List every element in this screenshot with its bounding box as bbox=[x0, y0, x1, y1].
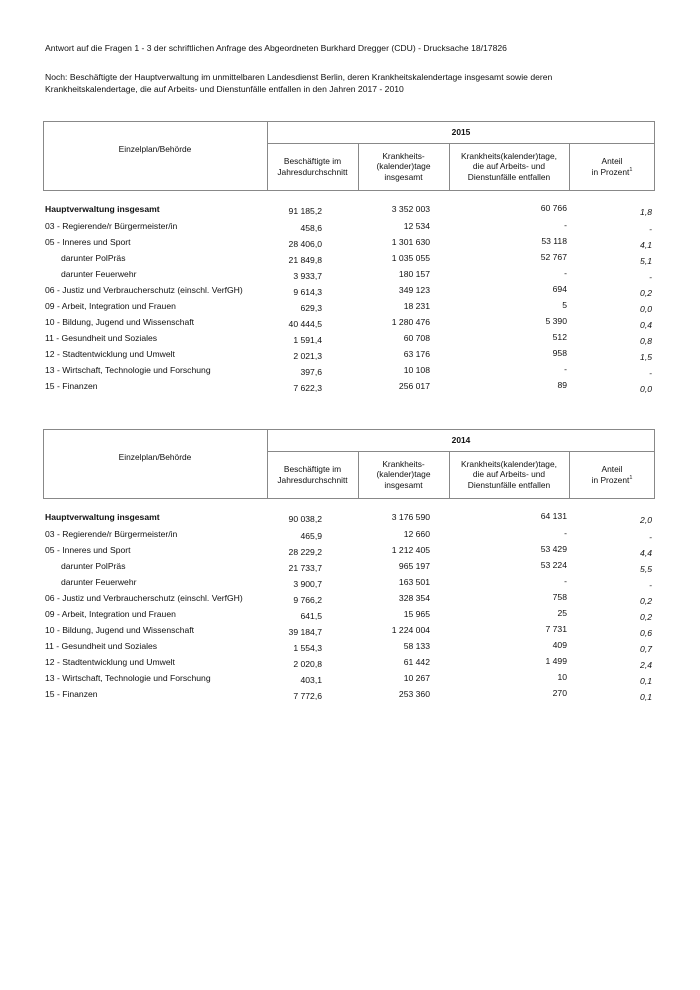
sick-days-value: 10 267 bbox=[403, 673, 430, 683]
share-percent-value: - bbox=[649, 580, 652, 590]
column-header-accident-days-line: die auf Arbeits- und bbox=[472, 161, 546, 172]
column-header-accident-days bbox=[449, 451, 569, 498]
share-percent-value: 0,0 bbox=[640, 384, 652, 394]
column-header-share-percent bbox=[569, 143, 655, 190]
column-header-accident-days-text bbox=[461, 459, 557, 491]
employees-value: 9 766,2 bbox=[293, 595, 322, 605]
employees-value: 21 733,7 bbox=[288, 563, 322, 573]
table-header bbox=[43, 121, 655, 191]
employees-value: 3 900,7 bbox=[293, 579, 322, 589]
share-percent-value: 2,4 bbox=[640, 660, 652, 670]
employees-value: 397,6 bbox=[300, 367, 322, 377]
document-title: Antwort auf die Fragen 1 - 3 der schriftlichen Anfrage des Abgeordneten Burkhard Dregger (CDU) - Drucksache 18/17826 bbox=[45, 43, 507, 53]
accident-days-value: - bbox=[564, 528, 567, 538]
accident-days-value: 25 bbox=[557, 608, 567, 618]
share-percent-value: - bbox=[649, 272, 652, 282]
share-percent-value: 2,0 bbox=[640, 515, 652, 525]
accident-days-value: 52 767 bbox=[540, 252, 567, 262]
table-row bbox=[43, 299, 655, 315]
year-header: 2015 bbox=[451, 126, 471, 137]
table-row bbox=[43, 202, 655, 218]
column-header-share-percent bbox=[569, 451, 655, 498]
table-row bbox=[43, 543, 655, 559]
accident-days-value: - bbox=[564, 220, 567, 230]
share-percent-value: 1,8 bbox=[640, 207, 652, 217]
sick-days-value: 253 360 bbox=[398, 689, 430, 699]
employees-value: 91 185,2 bbox=[288, 206, 322, 216]
column-header-share-percent-line: in Prozent bbox=[591, 474, 630, 485]
accident-days-value: 1 499 bbox=[545, 656, 567, 666]
column-header-employees bbox=[267, 143, 358, 190]
employees-value: 28 229,2 bbox=[288, 547, 322, 557]
sick-days-value: 1 224 004 bbox=[391, 625, 430, 635]
row-header-label: Einzelplan/Behörde bbox=[118, 143, 192, 154]
employees-value: 7 772,6 bbox=[293, 691, 322, 701]
sick-days-value: 18 231 bbox=[403, 301, 430, 311]
accident-days-value: - bbox=[564, 364, 567, 374]
row-label: darunter PolPräs bbox=[61, 253, 126, 263]
employees-value: 403,1 bbox=[300, 675, 322, 685]
table-row bbox=[43, 559, 655, 575]
employees-value: 458,6 bbox=[300, 223, 322, 233]
column-header-accident-days-line: die auf Arbeits- und bbox=[472, 469, 546, 480]
table-row bbox=[43, 591, 655, 607]
row-label: 05 - Inneres und Sport bbox=[45, 237, 131, 247]
row-label: 06 - Justiz und Verbraucherschutz (einschl. VerfGH) bbox=[45, 285, 243, 295]
row-label: 12 - Stadtentwicklung und Umwelt bbox=[45, 657, 175, 667]
table-2015 bbox=[43, 121, 655, 394]
share-percent-value: 0,4 bbox=[640, 320, 652, 330]
employees-value: 2 021,3 bbox=[293, 351, 322, 361]
table-row bbox=[43, 639, 655, 655]
accident-days-value: 512 bbox=[552, 332, 567, 342]
accident-days-value: 89 bbox=[557, 380, 567, 390]
row-label: 03 - Regierende/r Bürgermeister/in bbox=[45, 221, 178, 231]
column-header-sick-days-line: (kalender)tage bbox=[376, 161, 431, 172]
column-header-accident-days-line: Dienstunfälle entfallen bbox=[467, 171, 551, 182]
share-percent-value: 5,1 bbox=[640, 256, 652, 266]
share-percent-value: 5,5 bbox=[640, 564, 652, 574]
column-header-sick-days-line: insgesamt bbox=[384, 479, 423, 490]
row-label: 11 - Gesundheit und Soziales bbox=[45, 333, 158, 343]
share-percent-value: - bbox=[649, 224, 652, 234]
accident-days-value: 60 766 bbox=[540, 203, 567, 213]
employees-value: 9 614,3 bbox=[293, 287, 322, 297]
sick-days-value: 3 176 590 bbox=[391, 512, 430, 522]
sick-days-value: 328 354 bbox=[398, 593, 430, 603]
share-percent-value: 0,2 bbox=[640, 612, 652, 622]
column-header-share-percent-text bbox=[592, 156, 633, 177]
employees-value: 1 591,4 bbox=[293, 335, 322, 345]
share-percent-value: 0,1 bbox=[640, 692, 652, 702]
column-header-accident-days bbox=[449, 143, 569, 190]
sick-days-value: 12 534 bbox=[403, 221, 430, 231]
row-label: 03 - Regierende/r Bürgermeister/in bbox=[45, 529, 178, 539]
table-row bbox=[43, 251, 655, 267]
employees-value: 90 038,2 bbox=[288, 514, 322, 524]
accident-days-value: 7 731 bbox=[545, 624, 567, 634]
sick-days-value: 256 017 bbox=[398, 381, 430, 391]
column-header-sick-days bbox=[358, 143, 449, 190]
table-row bbox=[43, 379, 655, 395]
column-header-sick-days-text bbox=[376, 151, 430, 183]
row-label: 10 - Bildung, Jugend und Wissenschaft bbox=[45, 625, 195, 635]
share-percent-value: 0,6 bbox=[640, 628, 652, 638]
sick-days-value: 10 108 bbox=[403, 365, 430, 375]
footnote-marker: 1 bbox=[629, 166, 633, 173]
year-header: 2014 bbox=[451, 434, 471, 445]
column-header-sick-days-line: (kalender)tage bbox=[376, 469, 431, 480]
sick-days-value: 58 133 bbox=[403, 641, 430, 651]
table-row bbox=[43, 267, 655, 283]
share-percent-value: 4,1 bbox=[640, 240, 652, 250]
table-body bbox=[43, 191, 655, 394]
sick-days-value: 61 442 bbox=[403, 657, 430, 667]
table-row bbox=[43, 607, 655, 623]
employees-value: 21 849,8 bbox=[288, 255, 322, 265]
column-header-employees-line: Beschäftigte im bbox=[283, 464, 342, 474]
row-label: Hauptverwaltung insgesamt bbox=[45, 204, 160, 214]
column-header-accident-days-text bbox=[461, 151, 557, 183]
share-percent-value: 4,4 bbox=[640, 548, 652, 558]
accident-days-value: 10 bbox=[557, 672, 567, 682]
table-2014 bbox=[43, 429, 655, 702]
table-body bbox=[43, 499, 655, 702]
column-header-sick-days bbox=[358, 451, 449, 498]
row-label: Hauptverwaltung insgesamt bbox=[45, 512, 160, 522]
employees-value: 7 622,3 bbox=[293, 383, 322, 393]
column-header-employees-line: Jahresdurchschnitt bbox=[277, 474, 348, 485]
table-row bbox=[43, 219, 655, 235]
table-caption-line-1: Noch: Beschäftigte der Hauptverwaltung im unmittelbaren Landesdienst Berlin, deren Krankheitskalendertage insgesamt sowie deren bbox=[45, 72, 553, 82]
accident-days-value: 694 bbox=[552, 284, 567, 294]
column-header-share-percent-line: Anteil bbox=[601, 156, 623, 166]
table-row bbox=[43, 671, 655, 687]
row-label: 11 - Gesundheit und Soziales bbox=[45, 641, 158, 651]
column-header-employees-text bbox=[277, 464, 347, 485]
row-label: darunter Feuerwehr bbox=[61, 577, 137, 587]
share-percent-value: 0,7 bbox=[640, 644, 652, 654]
accident-days-value: 758 bbox=[552, 592, 567, 602]
sick-days-value: 12 660 bbox=[403, 529, 430, 539]
column-header-accident-days-line: Dienstunfälle entfallen bbox=[467, 479, 551, 490]
sick-days-value: 63 176 bbox=[403, 349, 430, 359]
table-row bbox=[43, 687, 655, 703]
share-percent-value: - bbox=[649, 368, 652, 378]
share-percent-value: - bbox=[649, 532, 652, 542]
table-row bbox=[43, 347, 655, 363]
employees-value: 40 444,5 bbox=[288, 319, 322, 329]
table-row bbox=[43, 527, 655, 543]
share-percent-value: 0,0 bbox=[640, 304, 652, 314]
column-header-employees-line: Jahresdurchschnitt bbox=[277, 166, 348, 177]
row-label: 12 - Stadtentwicklung und Umwelt bbox=[45, 349, 175, 359]
employees-value: 2 020,8 bbox=[293, 659, 322, 669]
sick-days-value: 180 157 bbox=[398, 269, 430, 279]
column-header-share-percent-line: Anteil bbox=[601, 464, 623, 474]
employees-value: 641,5 bbox=[300, 611, 322, 621]
sick-days-value: 60 708 bbox=[403, 333, 430, 343]
employees-value: 465,9 bbox=[300, 531, 322, 541]
row-label: darunter PolPräs bbox=[61, 561, 126, 571]
table-row bbox=[43, 315, 655, 331]
employees-value: 629,3 bbox=[300, 303, 322, 313]
column-header-employees-text bbox=[277, 156, 347, 177]
row-label: 10 - Bildung, Jugend und Wissenschaft bbox=[45, 317, 195, 327]
column-header-share-percent-text bbox=[592, 464, 633, 485]
accident-days-value: - bbox=[564, 268, 567, 278]
accident-days-value: 270 bbox=[552, 688, 567, 698]
sick-days-value: 1 280 476 bbox=[391, 317, 430, 327]
table-row bbox=[43, 363, 655, 379]
share-percent-value: 0,8 bbox=[640, 336, 652, 346]
table-header bbox=[43, 429, 655, 499]
accident-days-value: 5 bbox=[562, 300, 567, 310]
sick-days-value: 163 501 bbox=[398, 577, 430, 587]
employees-value: 1 554,3 bbox=[293, 643, 322, 653]
column-header-sick-days-line: Krankheits- bbox=[382, 458, 425, 469]
accident-days-value: - bbox=[564, 576, 567, 586]
sick-days-value: 1 301 630 bbox=[391, 237, 430, 247]
share-percent-value: 0,2 bbox=[640, 288, 652, 298]
share-percent-value: 1,5 bbox=[640, 352, 652, 362]
employees-value: 3 933,7 bbox=[293, 271, 322, 281]
table-row bbox=[43, 623, 655, 639]
column-header-sick-days-line: Krankheits- bbox=[382, 150, 425, 161]
row-label: 13 - Wirtschaft, Technologie und Forschung bbox=[45, 365, 211, 375]
row-label: 13 - Wirtschaft, Technologie und Forschung bbox=[45, 673, 211, 683]
table-row bbox=[43, 655, 655, 671]
accident-days-value: 958 bbox=[552, 348, 567, 358]
footnote-marker: 1 bbox=[629, 474, 633, 481]
column-header-sick-days-text bbox=[376, 459, 430, 491]
row-label: 09 - Arbeit, Integration und Frauen bbox=[45, 301, 176, 311]
table-caption-line-2: Krankheitskalendertage, die auf Arbeits- und Dienstunfälle entfallen in den Jahren 2017 - 2010 bbox=[45, 84, 404, 94]
column-header-employees-line: Beschäftigte im bbox=[283, 156, 342, 166]
share-percent-value: 0,1 bbox=[640, 676, 652, 686]
sick-days-value: 1 035 055 bbox=[391, 253, 430, 263]
column-header-employees bbox=[267, 451, 358, 498]
sick-days-value: 965 197 bbox=[398, 561, 430, 571]
sick-days-value: 1 212 405 bbox=[391, 545, 430, 555]
row-label: 09 - Arbeit, Integration und Frauen bbox=[45, 609, 176, 619]
column-header-share-percent-line: in Prozent bbox=[591, 166, 630, 177]
accident-days-value: 53 224 bbox=[540, 560, 567, 570]
table-row bbox=[43, 510, 655, 526]
table-row bbox=[43, 235, 655, 251]
accident-days-value: 53 118 bbox=[541, 236, 567, 246]
row-label: 05 - Inneres und Sport bbox=[45, 545, 131, 555]
sick-days-value: 349 123 bbox=[398, 285, 430, 295]
accident-days-value: 409 bbox=[552, 640, 567, 650]
accident-days-value: 64 131 bbox=[540, 511, 567, 521]
accident-days-value: 53 429 bbox=[540, 544, 567, 554]
sick-days-value: 3 352 003 bbox=[391, 204, 430, 214]
row-label: 15 - Finanzen bbox=[45, 381, 98, 391]
table-row bbox=[43, 283, 655, 299]
table-row bbox=[43, 331, 655, 347]
row-label: 15 - Finanzen bbox=[45, 689, 98, 699]
employees-value: 28 406,0 bbox=[288, 239, 322, 249]
column-header-accident-days-line: Krankheits(kalender)tage, bbox=[461, 150, 557, 161]
accident-days-value: 5 390 bbox=[545, 316, 567, 326]
row-label: darunter Feuerwehr bbox=[61, 269, 137, 279]
sick-days-value: 15 965 bbox=[403, 609, 430, 619]
employees-value: 39 184,7 bbox=[288, 627, 322, 637]
row-header-label: Einzelplan/Behörde bbox=[118, 451, 192, 462]
row-label: 06 - Justiz und Verbraucherschutz (einschl. VerfGH) bbox=[45, 593, 243, 603]
column-header-sick-days-line: insgesamt bbox=[384, 171, 423, 182]
table-row bbox=[43, 575, 655, 591]
share-percent-value: 0,2 bbox=[640, 596, 652, 606]
column-header-accident-days-line: Krankheits(kalender)tage, bbox=[461, 458, 557, 469]
